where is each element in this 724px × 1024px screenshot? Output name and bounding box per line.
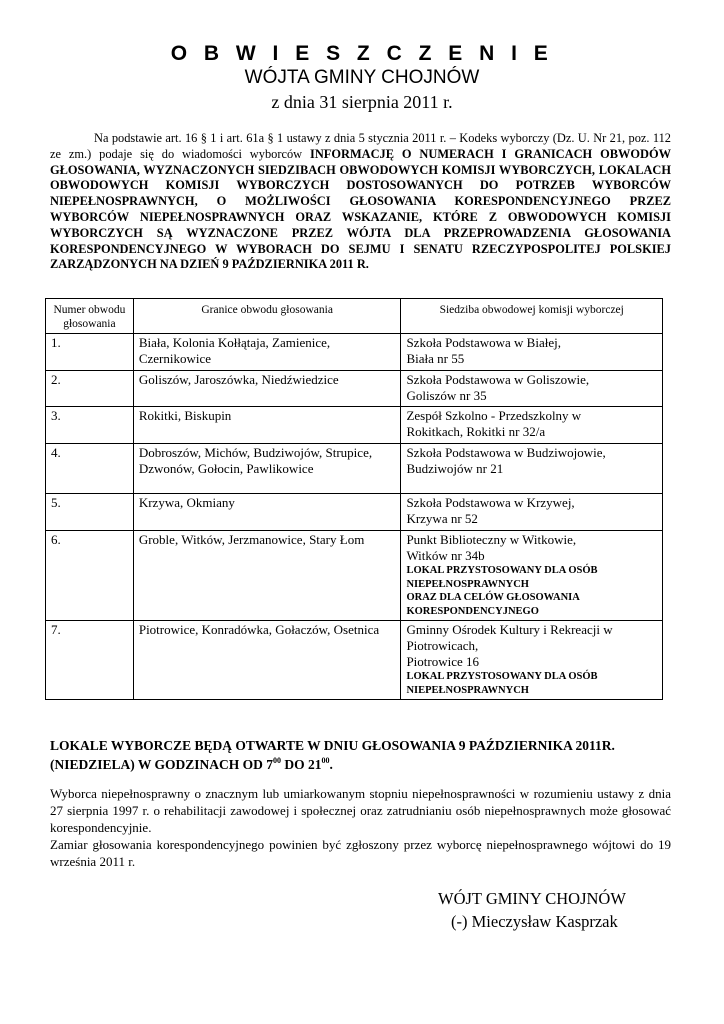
seat-line: Szkoła Podstawowa w Krzywej, bbox=[406, 495, 575, 510]
seat-line: Krzywa nr 52 bbox=[406, 511, 478, 526]
table-row bbox=[46, 531, 663, 621]
seat-line: Szkoła Podstawowa w Goliszowie, bbox=[406, 372, 590, 387]
district-number: 7. bbox=[46, 621, 134, 700]
district-number: 1. bbox=[46, 334, 134, 371]
header-bounds: Granice obwodu głosowania bbox=[133, 299, 401, 334]
district-bounds: Biała, Kolonia Kołłątaja, Zamienice, Czernikowice bbox=[133, 334, 401, 371]
intro-paragraph bbox=[50, 131, 671, 273]
table-row bbox=[46, 371, 663, 407]
table-row bbox=[46, 621, 663, 700]
district-seat bbox=[401, 621, 663, 700]
table-row bbox=[46, 494, 663, 531]
district-bounds: Krzywa, Okmiany bbox=[133, 494, 401, 531]
seat-line: Budziwojów nr 21 bbox=[406, 461, 504, 476]
info-paragraph-1: Wyborca niepełnosprawny o znacznym lub umiarkowanym stopniu niepełnosprawności w rozumieniu ustawy z dnia 27 sierpnia 1997 r. o rehabilitacji zawodowej i społecznej oraz zatrudnianiu osób niepełnosprawnych może głosować korespondencyjnie. bbox=[50, 786, 671, 835]
info-paragraph-2: Zamiar głosowania korespondencyjnego powinien być zgłoszony przez wyborcę niepełnosprawnego wójtowi do 19 września 2011 r. bbox=[50, 837, 671, 869]
seat-line: Goliszów nr 35 bbox=[406, 388, 487, 403]
district-number: 2. bbox=[46, 371, 134, 407]
seat-line: Witków nr 34b bbox=[406, 548, 485, 563]
intro-plain-text: Na podstawie art. 16 § 1 i art. 61a § 1 ustawy z dnia 5 stycznia 2011 r. – Kodeks wyborczy (Dz. U. Nr 21, poz. 112 ze zm.) podaje się do wiadomości wyborców bbox=[50, 131, 671, 161]
signature-block bbox=[438, 887, 678, 933]
header-number: Numer obwodu głosowania bbox=[46, 299, 134, 334]
table-row bbox=[46, 334, 663, 371]
seat-line: Punkt Biblioteczny w Witkowie, bbox=[406, 532, 577, 547]
notice-date: z dnia 31 sierpnia 2011 r. bbox=[271, 92, 453, 112]
notice-title: O B W I E S Z C Z E N I E bbox=[170, 42, 554, 65]
district-seat bbox=[401, 334, 663, 371]
seat-line: Biała nr 55 bbox=[406, 351, 465, 366]
seat-line: Zespół Szkolno - Przedszkolny w bbox=[406, 408, 582, 423]
hours-end: . bbox=[329, 757, 333, 772]
district-bounds: Groble, Witków, Jerzmanowice, Stary Łom bbox=[133, 531, 401, 621]
postal-voting-info bbox=[50, 785, 671, 870]
district-number: 3. bbox=[46, 407, 134, 444]
hours-close-minutes: 00 bbox=[321, 756, 330, 765]
district-seat bbox=[401, 444, 663, 494]
seat-line: Szkoła Podstawowa w Białej, bbox=[406, 335, 561, 350]
accessibility-note: LOKAL PRZYSTOSOWANY DLA OSÓB NIEPEŁNOSPRAWNYCH bbox=[406, 565, 598, 590]
district-bounds: Goliszów, Jaroszówka, Niedźwiedzice bbox=[133, 371, 401, 407]
district-seat bbox=[401, 407, 663, 444]
accessibility-note: LOKAL PRZYSTOSOWANY DLA OSÓB NIEPEŁNOSPRAWNYCH bbox=[406, 671, 598, 696]
district-bounds: Dobroszów, Michów, Budziwojów, Strupice, Dzwonów, Gołocin, Pawlikowice bbox=[133, 444, 401, 494]
seat-line: Szkoła Podstawowa w Budziwojowie, bbox=[406, 445, 606, 460]
header-seat: Siedziba obwodowej komisji wyborczej bbox=[401, 299, 663, 334]
districts-table bbox=[45, 298, 663, 700]
table-row bbox=[46, 444, 663, 494]
district-number: 6. bbox=[46, 531, 134, 621]
district-seat bbox=[401, 531, 663, 621]
district-number: 4. bbox=[46, 444, 134, 494]
seat-line: Piotrowice 16 bbox=[406, 654, 480, 669]
table-header-row bbox=[46, 299, 663, 334]
hours-text: LOKALE WYBORCZE BĘDĄ OTWARTE W DNIU GŁOSOWANIA 9 PAŹDZIERNIKA 2011R. (NIEDZIELA) W GODZINACH OD 7 bbox=[50, 738, 615, 772]
table-row bbox=[46, 407, 663, 444]
signatory-name: (-) Mieczysław Kasprzak bbox=[451, 912, 618, 931]
district-bounds: Rokitki, Biskupin bbox=[133, 407, 401, 444]
seat-line: Gminny Ośrodek Kultury i Rekreacji w Piotrowicach, bbox=[406, 622, 613, 653]
opening-hours bbox=[50, 736, 680, 774]
postal-voting-note: ORAZ DLA CELÓW GŁOSOWANIA KORESPONDENCYJNEGO bbox=[406, 592, 580, 617]
intro-bold-text: INFORMACJĘ O NUMERACH I GRANICACH OBWODÓW GŁOSOWANIA, WYZNACZONYCH SIEDZIBACH OBWODOWYCH KOMISJI WYBORCZYCH, LOKALACH OBWODOWYCH KOMISJI WYBORCZYCH DOSTOSOWANYCH DO POTRZEB WYBORCÓW NIEPEŁNOSPRAWNYCH, O MOŻLIWOŚCI GŁOSOWANIA KORESPONDENCYJNEGO PRZEZ WYBORCÓW NIEPEŁNOSPRAWNYCH ORAZ WSKAZANIE, KTÓRE Z OBWODOWYCH KOMISJI WYBORCZYCH SĄ WYZNACZONE PRZEZ WÓJTA DLA PRZEPROWADZENIA GŁOSOWANIA KORESPONDENCYJNEGO W WYBORACH DO SEJMU I SENATU RZECZYPOSPOLITEJ POLSKIEJ ZARZĄDZONYCH NA DZIEŃ 9 PAŹDZIERNIKA 2011 R. bbox=[50, 146, 671, 272]
issuer-title: WÓJTA GMINY CHOJNÓW bbox=[244, 67, 480, 88]
seat-line: Rokitkach, Rokitki nr 32/a bbox=[406, 424, 546, 439]
hours-open-minutes: 00 bbox=[273, 756, 282, 765]
hours-middle: DO 21 bbox=[281, 757, 322, 772]
signatory-title: WÓJT GMINY CHOJNÓW bbox=[438, 889, 626, 908]
district-bounds: Piotrowice, Konradówka, Gołaczów, Osetnica bbox=[133, 621, 401, 700]
district-number: 5. bbox=[46, 494, 134, 531]
district-seat bbox=[401, 371, 663, 407]
district-seat bbox=[401, 494, 663, 531]
